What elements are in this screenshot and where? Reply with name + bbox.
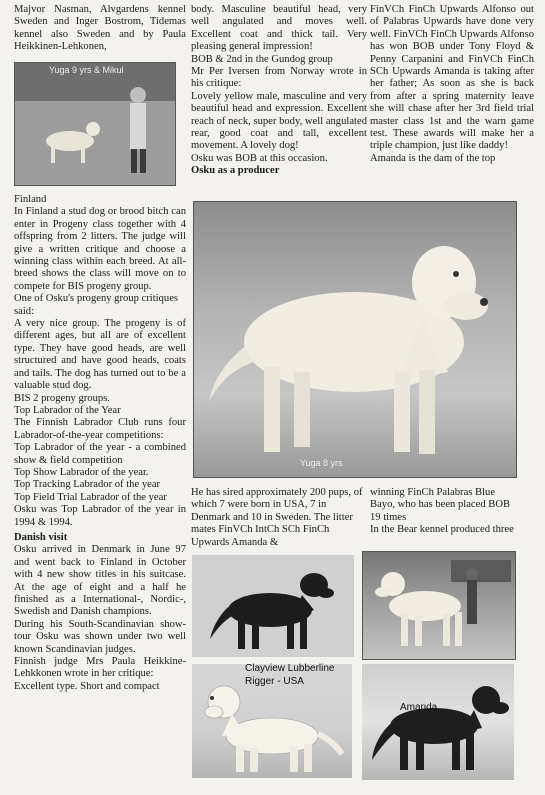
winning-text: winning FinCh Palabras Blue Bayo, who has been placed BOB 19 times [370, 487, 511, 523]
top-lab-item: Top Tracking Labrador of the year [14, 479, 161, 491]
photo-amanda [362, 664, 514, 780]
yellow-labrador-stacked-photo [363, 552, 515, 659]
finland-heading: Finland [14, 194, 47, 205]
amanda-labrador-photo [362, 664, 514, 780]
photo-black-lab-standing [192, 555, 354, 657]
finland-text: In Finland a stud dog or brood bitch can enter in Progeny class together with 4 offspring from 2 litters. The judge will give a written critique and choose a winning class within each breed. At all-breed shows the class will move on to compete for BIS progeny group. [14, 206, 186, 292]
photo-yellow-lab-stacked [362, 551, 516, 660]
danish-heading: Danish visit [14, 531, 68, 543]
photo-yuga-8yrs [193, 201, 517, 478]
caption-rigger: Clayview Lubberline Rigger - USA [245, 663, 335, 687]
top-lab-text: The Finnish Labrador Club runs four Labrador-of-the-year competitions: [14, 417, 186, 441]
winning-block [370, 487, 520, 537]
tour-text: During his South-Scandinavian show-tour Osku was shown under two well known Scandinavian judges. [14, 618, 186, 655]
bear-text: In the Bear kennel produced three [370, 524, 514, 536]
black-labrador-photo [192, 555, 354, 657]
critique-text: A very nice group. The progeny is of different ages, but all are of excellent type. They have good heads, are well structured and have good heads, coats and tails. The dog has turned out to be a valuable stud dog. [14, 318, 186, 392]
photo-yuga-mikul [14, 62, 176, 186]
producer-heading: Osku as a producer [191, 165, 280, 177]
sired-text: He has sired approximately 200 pups, of which 7 were born in USA, 7 in Denmark and 10 in Sweden. The litter mates FinVCh IntCh SCh FinCh Upwards Amanda & [191, 487, 363, 548]
critique-continued: body. Masculine beautiful head, very well angulated and moves well. Excellent coat and thick tail. Very pleasing general impression! [191, 4, 367, 53]
bob-text: BOB & 2nd in the Gundog group [191, 53, 333, 65]
iversen-text: Mr Per Iversen from Norway wrote in his critique: [191, 66, 367, 90]
column-left-body [14, 194, 186, 693]
yellow-labrador-photo [194, 202, 516, 477]
column-right [370, 4, 534, 165]
top-lab-heading: Top Labrador of the Year [14, 404, 121, 416]
alfonso-text: FinVCh FinCh Upwards Alfonso out of Palabras Upwards have done very well. FinVCh FinCh Upwards Alfonso has won BOB under Tony Floyd & Penny Carpanini and FinVCh FinCh SCh Upwards Amanda is taking after her father; As soon as she is back from after a spring maternity leave she will chase after her 3rd field trial master class 1st and the warn game test. These awards will make her a triple champion, just like daddy! [370, 4, 534, 152]
top-lab-item: Top Show Labrador of the year. [14, 466, 149, 478]
column-left [14, 4, 186, 54]
photo-caption-yuga: Yuga 9 yrs & Mikul [49, 65, 124, 75]
intro-text: Majvor Nasman, Alvgardens kennel Sweden and Inger Bostrom, Tidemas kennel also Sweden and by Paula Heikkinen-Lehkonen, [14, 4, 186, 53]
dog-handler-photo [15, 63, 175, 185]
danish-text: Osku arrived in Denmark in June 97 and went back to Finland in October with 4 new show titles in his suitcase. At the age of eight and a half he finished as a International-, Nordic-, Swedish and Danish champions. [14, 544, 186, 618]
iversen-critique: Lovely yellow male, masculine and very beautiful head and expression. Excellent reach of neck, super body, well angulated rear, good coat and tall, excellent movement. A lovely dog! [191, 90, 367, 152]
photo-caption-yuga-8: Yuga 8 yrs [300, 458, 343, 468]
column-middle [191, 4, 367, 178]
caption-amanda: Amanda [400, 702, 438, 713]
amanda-dam-text: Amanda is the dam of the top [370, 152, 496, 164]
judge-text: Finnish judge Mrs Paula Heikkine-Lehkkonen wrote in her critique: [14, 656, 186, 680]
top-lab-result: Osku was Top Labrador of the year in 1994 & 1994. [14, 504, 186, 528]
bob-occasion: Osku was BOB at this occasion. [191, 152, 328, 164]
critique-intro: One of Osku's progeny group critiques said: [14, 293, 179, 317]
top-lab-item: Top Field Trial Labrador of the year [14, 491, 167, 503]
sired-block [191, 487, 367, 549]
top-lab-item: Top Labrador of the year - a combined show & field competition [14, 442, 186, 466]
bis-text: BIS 2 progeny groups. [14, 392, 110, 404]
excellent-text: Excellent type. Short and compact [14, 680, 160, 692]
